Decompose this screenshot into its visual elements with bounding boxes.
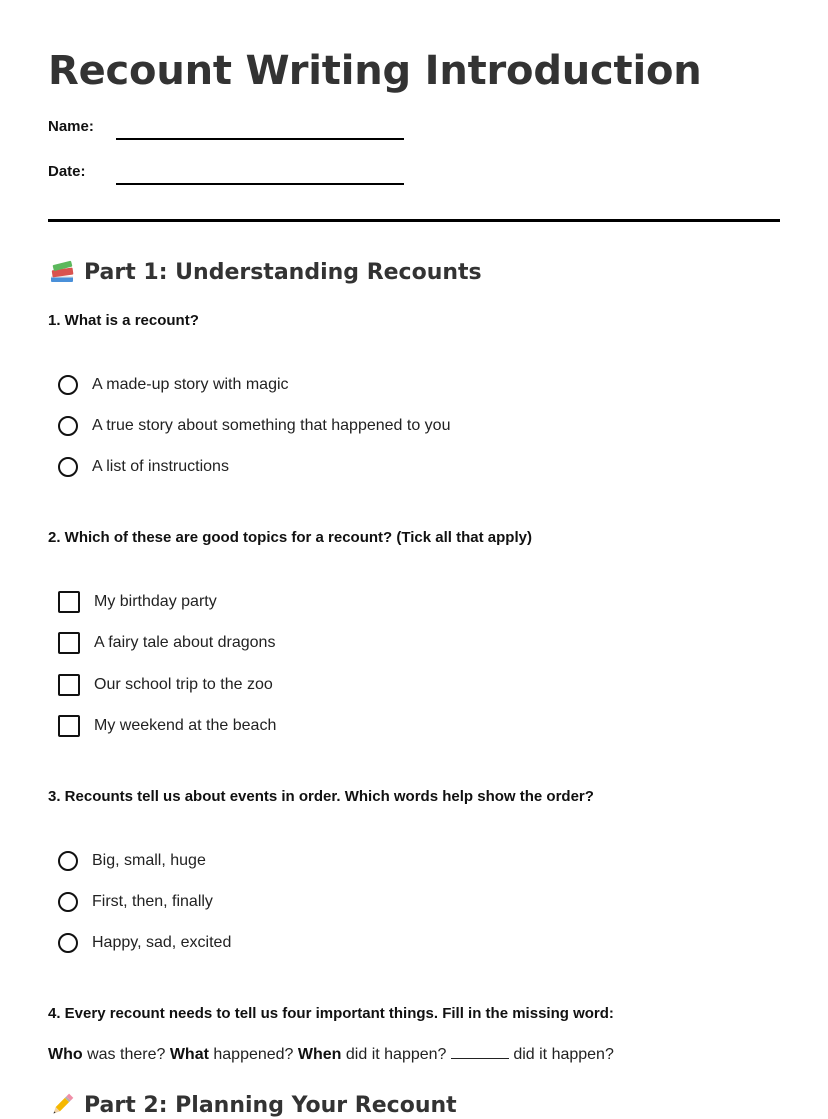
q1-option-2[interactable] [58, 413, 450, 439]
option-label: A fairy tale about dragons [94, 634, 276, 651]
option-label: Happy, sad, excited [92, 934, 232, 951]
option-label: A list of instructions [92, 458, 229, 475]
option-label: A true story about something that happened to you [92, 417, 451, 434]
radio-button[interactable] [58, 457, 78, 477]
sentence-part: did it happen? [508, 1046, 614, 1063]
name-line[interactable] [116, 138, 404, 140]
q1-option-3[interactable] [58, 454, 229, 480]
radio-button[interactable] [58, 933, 78, 953]
question-2: 2. Which of these are good topics for a recount? (Tick all that apply) [48, 529, 532, 546]
q3-option-3[interactable] [58, 930, 231, 956]
divider [48, 219, 780, 222]
q2-option-3[interactable] [58, 672, 273, 698]
sentence-part: did it happen? [341, 1046, 451, 1063]
books-icon [48, 258, 76, 286]
sentence-part: happened? [208, 1046, 298, 1063]
option-label: Our school trip to the zoo [94, 676, 273, 693]
question-3: 3. Recounts tell us about events in order. Which words help show the order? [48, 788, 594, 805]
word-who: Who [48, 1046, 83, 1063]
q3-option-2[interactable] [58, 889, 213, 915]
answer-blank[interactable] [451, 1044, 509, 1059]
sentence-part: was there? [82, 1046, 170, 1063]
q2-option-2[interactable] [58, 630, 275, 656]
checkbox[interactable] [58, 715, 80, 737]
option-label: First, then, finally [92, 893, 213, 910]
checkbox[interactable] [58, 632, 80, 654]
question-4: 4. Every recount needs to tell us four important things. Fill in the missing word: [48, 1005, 614, 1022]
option-label: A made-up story with magic [92, 376, 289, 393]
question-1: 1. What is a recount? [48, 312, 199, 329]
part1-heading [48, 258, 482, 286]
pencil-icon [48, 1091, 76, 1119]
radio-button[interactable] [58, 892, 78, 912]
q2-option-1[interactable] [58, 589, 217, 615]
fill-in-sentence [48, 1044, 614, 1064]
word-when: When [297, 1046, 342, 1063]
option-label: My birthday party [94, 593, 217, 610]
radio-button[interactable] [58, 416, 78, 436]
part2-heading [48, 1091, 457, 1119]
word-what: What [169, 1046, 209, 1063]
page-title: Recount Writing Introduction [48, 48, 702, 94]
option-label: Big, small, huge [92, 852, 206, 869]
name-label: Name: [48, 118, 94, 135]
q3-option-1[interactable] [58, 848, 206, 874]
checkbox[interactable] [58, 591, 80, 613]
checkbox[interactable] [58, 674, 80, 696]
radio-button[interactable] [58, 851, 78, 871]
q1-option-1[interactable] [58, 372, 289, 398]
date-line[interactable] [116, 183, 404, 185]
q2-option-4[interactable] [58, 713, 276, 739]
date-label: Date: [48, 163, 86, 180]
option-label: My weekend at the beach [94, 717, 277, 734]
radio-button[interactable] [58, 375, 78, 395]
part2-title: Part 2: Planning Your Recount [84, 1092, 457, 1118]
part1-title: Part 1: Understanding Recounts [84, 259, 482, 285]
